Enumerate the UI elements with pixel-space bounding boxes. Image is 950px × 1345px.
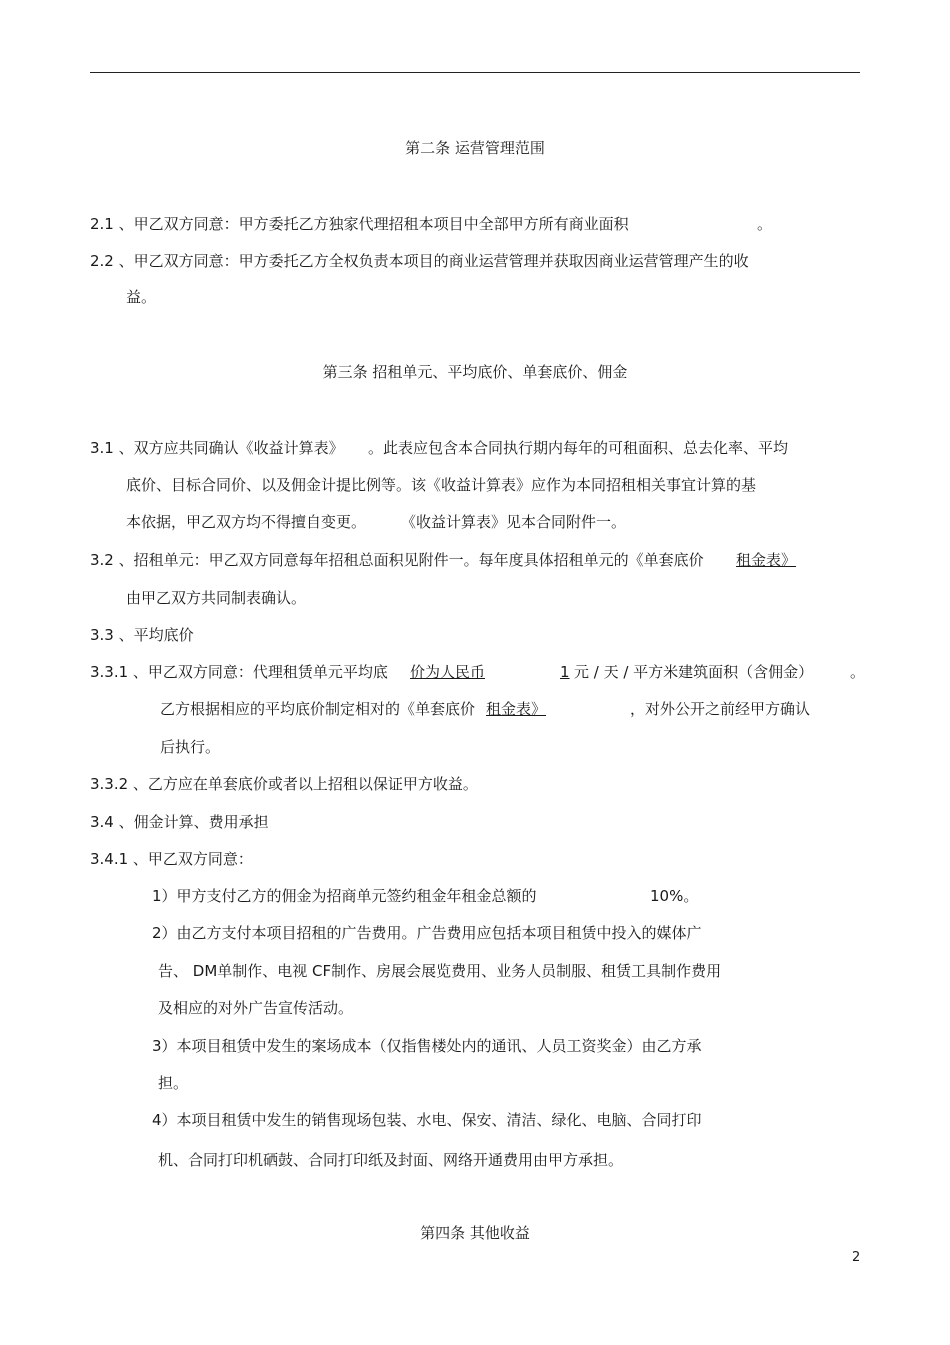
clause-3-3-1-line2a: 乙方根据相应的平均底价制定相对的《单套底价 <box>160 700 476 718</box>
clause-3-4-1: 3.4.1 、甲乙双方同意： <box>90 850 253 868</box>
clause-3-3-1-value: 1 <box>560 663 570 681</box>
article-3-heading: 第三条 招租单元、平均底价、单套底价、佣金 <box>322 363 628 381</box>
article-4-heading: 第四条 其他收益 <box>420 1224 530 1242</box>
clause-3-3-1-line2b: 租金表》 <box>486 700 547 718</box>
clause-3-3-1-end: 。 <box>850 663 866 681</box>
clause-3-2-line2: 由甲乙双方共同制表确认。 <box>126 589 307 607</box>
item-1-text: 1）甲方支付乙方的佣金为招商单元签约租金年租金总额的 <box>152 887 537 905</box>
clause-3-2-line1a: 3.2 、招租单元：甲乙双方同意每年招租总面积见附件一。每年度具体招租单元的《单套底价 <box>90 551 704 569</box>
item-4-line1: 4）本项目租赁中发生的销售现场包装、水电、保安、清洁、绿化、电脑、合同打印 <box>152 1111 702 1129</box>
item-2-line1: 2）由乙方支付本项目招租的广告费用。广告费用应包括本项目租赁中投入的媒体广 <box>152 924 702 942</box>
clause-3-2-line1b: 租金表》 <box>736 551 797 569</box>
clause-3-1-line1b: 。此表应包含本合同执行期内每年的可租面积、总去化率、平均 <box>368 439 789 457</box>
item-4-line2: 机、合同打印机硒鼓、合同打印纸及封面、网络开通费用由甲方承担。 <box>158 1151 624 1169</box>
item-3-line2: 担。 <box>158 1074 189 1092</box>
clause-3-1-line3b: 《收益计算表》见本合同附件一。 <box>401 513 627 531</box>
clause-3-3-1-part2: 价为人民币 <box>410 663 486 681</box>
item-1-value: 10%。 <box>650 887 699 905</box>
clause-3-3-2: 3.3.2 、乙方应在单套底价或者以上招租以保证甲方收益。 <box>90 775 478 793</box>
clause-3-3-1-line2c: ，对外公开之前经甲方确认 <box>630 700 811 718</box>
clause-2-2-line2: 益。 <box>126 288 157 306</box>
item-2-line2: 告、 DM单制作、电视 CF制作、房展会展览费用、业务人员制服、租赁工具制作费用 <box>158 962 722 980</box>
clause-2-1: 2.1 、甲乙双方同意：甲方委托乙方独家代理招租本项目中全部甲方所有商业面积 <box>90 215 629 233</box>
clause-3-3-1-part1: 3.3.1 、甲乙双方同意：代理租赁单元平均底 <box>90 663 388 681</box>
clause-2-1-end: 。 <box>757 215 773 233</box>
clause-3-1-line3a: 本依据，甲乙双方均不得擅自变更。 <box>126 513 367 531</box>
clause-3-1-line2: 底价、目标合同价、以及佣金计提比例等。该《收益计算表》应作为本同招租相关事宜计算的基 <box>126 476 757 494</box>
clause-3-3-1-line3: 后执行。 <box>160 738 221 756</box>
item-3-line1: 3）本项目租赁中发生的案场成本（仅指售楼处内的通讯、人员工资奖金）由乙方承 <box>152 1037 702 1055</box>
item-2-line3: 及相应的对外广告宣传活动。 <box>158 999 354 1017</box>
clause-3-1-line1a: 3.1 、双方应共同确认《收益计算表》 <box>90 439 344 457</box>
header-rule <box>90 72 860 73</box>
article-2-heading: 第二条 运营管理范围 <box>405 139 545 157</box>
clause-2-2-line1: 2.2 、甲乙双方同意：甲方委托乙方全权负责本项目的商业运营管理并获取因商业运营管理产生的收 <box>90 252 749 270</box>
clause-3-3: 3.3 、平均底价 <box>90 626 194 644</box>
clause-3-4: 3.4 、佣金计算、费用承担 <box>90 813 269 831</box>
page-number: 2 <box>852 1250 861 1265</box>
clause-3-3-1-part4: 元 / 天 / 平方米建筑面积（含佣金） <box>574 663 814 681</box>
